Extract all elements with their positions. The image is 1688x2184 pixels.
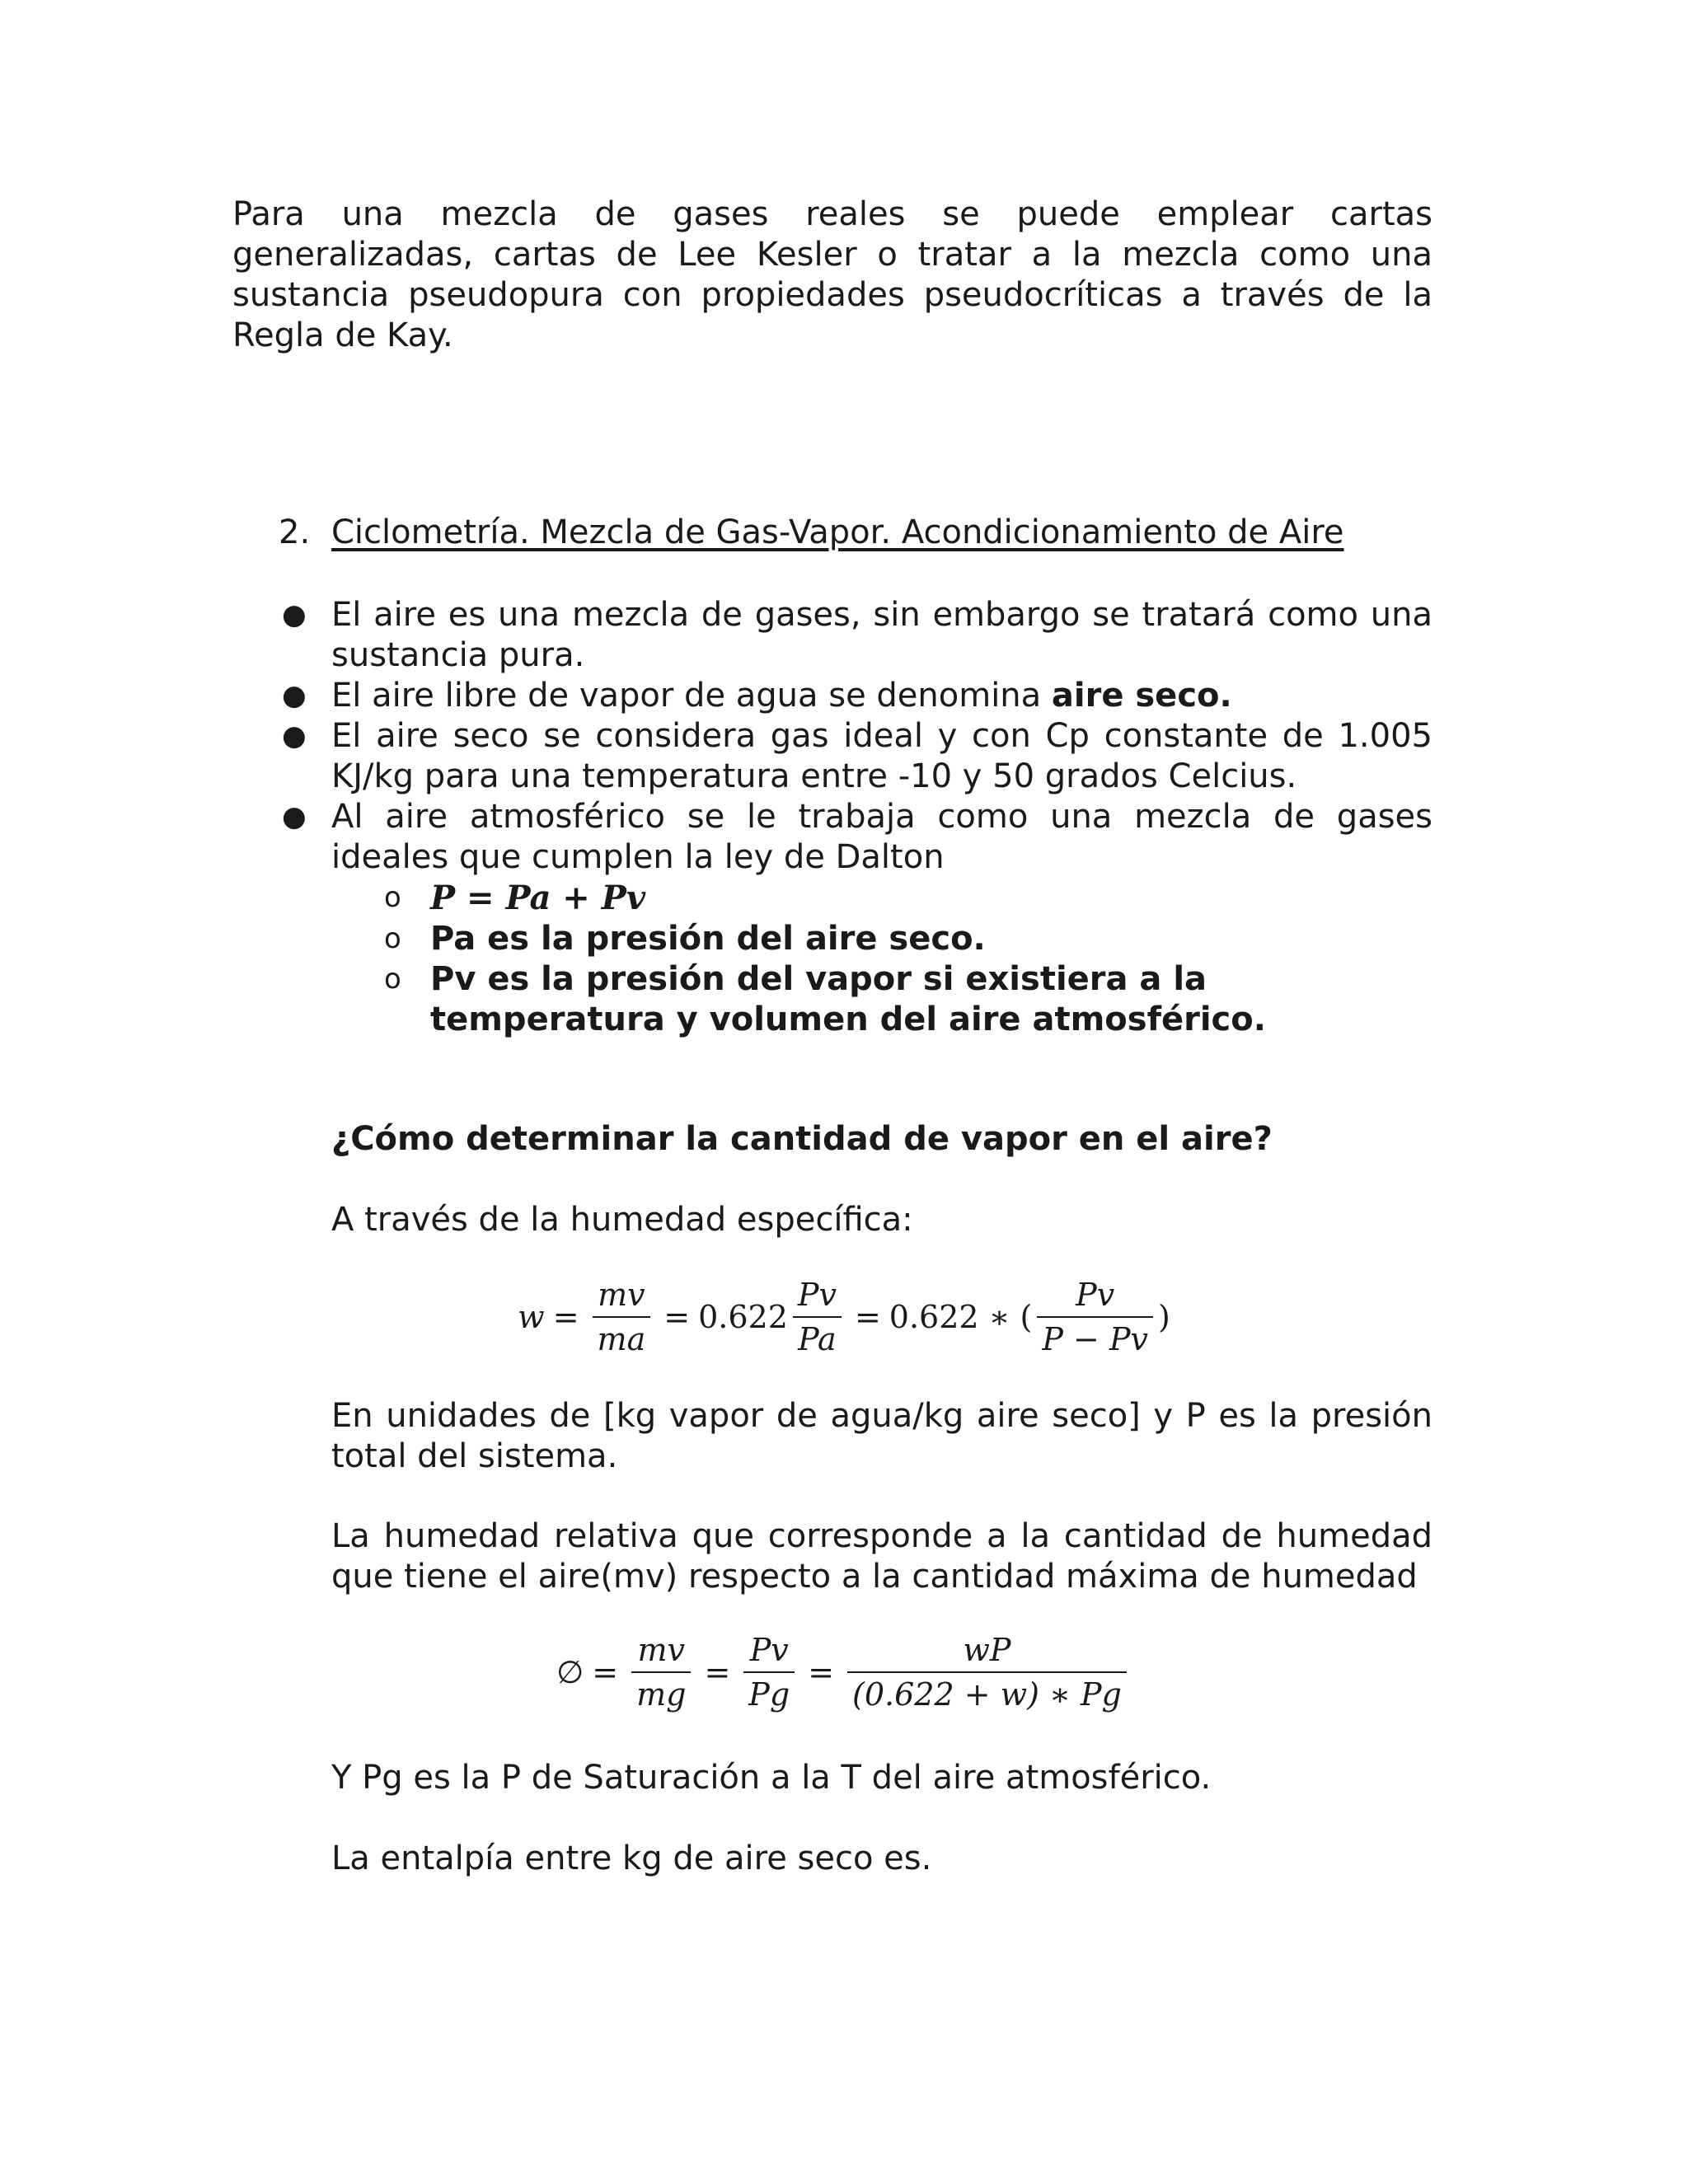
bullet-text: El aire libre de vapor de agua se denomina [331, 677, 1052, 715]
bullet-icon: ● [282, 719, 307, 752]
eq1-lhs: w [518, 1299, 545, 1335]
question-heading: ¿Cómo determinar la cantidad de vapor en el aire? [331, 1120, 1273, 1158]
units-paragraph: En unidades de [kg vapor de agua/kg aire seco] y P es la presión total del sistema. [331, 1397, 1432, 1475]
numerator: mv [637, 1632, 686, 1668]
fraction [743, 1629, 795, 1716]
circle-bullet-icon: o [384, 963, 401, 996]
sub-bullet-text: Pv es la presión del vapor si existiera a la temperatura y volumen del aire atmosférico. [430, 960, 1266, 1038]
relative-humidity-paragraph: La humedad relativa que corresponde a la cantidad de humedad que tiene el aire(mv) respecto a la cantidad máxima de humedad [331, 1517, 1432, 1596]
fraction [631, 1629, 691, 1716]
closing-paren: ) [1158, 1299, 1170, 1335]
relative-humidity-equation [0, 1629, 1688, 1716]
bullet-item [279, 716, 1432, 797]
equals-sign: = [704, 1654, 731, 1690]
fraction [593, 1273, 651, 1361]
coefficient-product: 0.622 ∗ ( [889, 1299, 1033, 1335]
sub-bullet-text: Pa es la presión del aire seco. [430, 920, 986, 958]
bullet-list [279, 595, 1432, 1040]
numerator: Pv [1076, 1277, 1115, 1313]
bullet-icon: ● [282, 800, 307, 833]
coefficient: 0.622 [698, 1299, 788, 1335]
sub-bullet-item [279, 878, 1432, 919]
equals-sign: = [808, 1654, 835, 1690]
bullet-text: El aire es una mezcla de gases, sin embargo se tratará como una sustancia pura. [331, 596, 1432, 674]
bullet-item [279, 676, 1432, 716]
denominator: (0.622 + w) ∗ Pg [847, 1671, 1127, 1716]
bullet-item [279, 797, 1432, 878]
numerator: Pv [797, 1277, 837, 1313]
saturation-paragraph: Y Pg es la P de Saturación a la T del aire atmosférico. [331, 1759, 1212, 1797]
sub-bullet-item [279, 959, 1432, 1040]
numerator: mv [598, 1277, 645, 1313]
bullet-bold-term: aire seco. [1051, 677, 1232, 715]
specific-humidity-equation [0, 1273, 1688, 1361]
equals-sign: = [552, 1299, 579, 1335]
intro-paragraph: Para una mezcla de gases reales se puede emplear cartas generalizadas, cartas de Lee Kesler o tratar a la mezcla como una sustancia pseudopura con propiedades pseudocríticas a través de la Regla de Kay. [232, 195, 1432, 354]
numerator: Pv [749, 1632, 789, 1668]
equals-sign: = [663, 1299, 691, 1335]
bullet-item [279, 595, 1432, 676]
numerator: wP [963, 1632, 1011, 1668]
denominator: Pg [743, 1671, 795, 1716]
circle-bullet-icon: o [384, 922, 401, 955]
bullet-text: El aire seco se considera gas ideal y con Cp constante de 1.005 KJ/kg para una temperatura entre -10 y 50 grados Celcius. [331, 717, 1432, 795]
section-title: Ciclometría. Mezcla de Gas-Vapor. Acondicionamiento de Aire [331, 513, 1344, 551]
bullet-icon: ● [282, 679, 307, 712]
eq2-lhs: ∅ [556, 1654, 584, 1690]
denominator: P − Pv [1037, 1316, 1153, 1361]
humedad-paragraph: A través de la humedad específica: [331, 1201, 913, 1239]
bullet-text: Al aire atmosférico se le trabaja como una mezcla de gases ideales que cumplen la ley de Dalton [331, 798, 1432, 876]
bullet-icon: ● [282, 598, 307, 631]
fraction [847, 1629, 1127, 1716]
circle-bullet-icon: o [384, 881, 401, 914]
fraction [1037, 1273, 1153, 1361]
enthalpy-paragraph: La entalpía entre kg de aire seco es. [331, 1840, 932, 1877]
denominator: mg [631, 1671, 691, 1716]
fraction [793, 1273, 842, 1361]
denominator: Pa [793, 1316, 842, 1361]
dalton-equation: P = Pa + Pv [430, 879, 646, 917]
equals-sign: = [854, 1299, 881, 1335]
sub-bullet-item [279, 919, 1432, 959]
denominator: ma [593, 1316, 651, 1361]
section-number: 2. [279, 513, 311, 551]
equals-sign: = [592, 1654, 619, 1690]
